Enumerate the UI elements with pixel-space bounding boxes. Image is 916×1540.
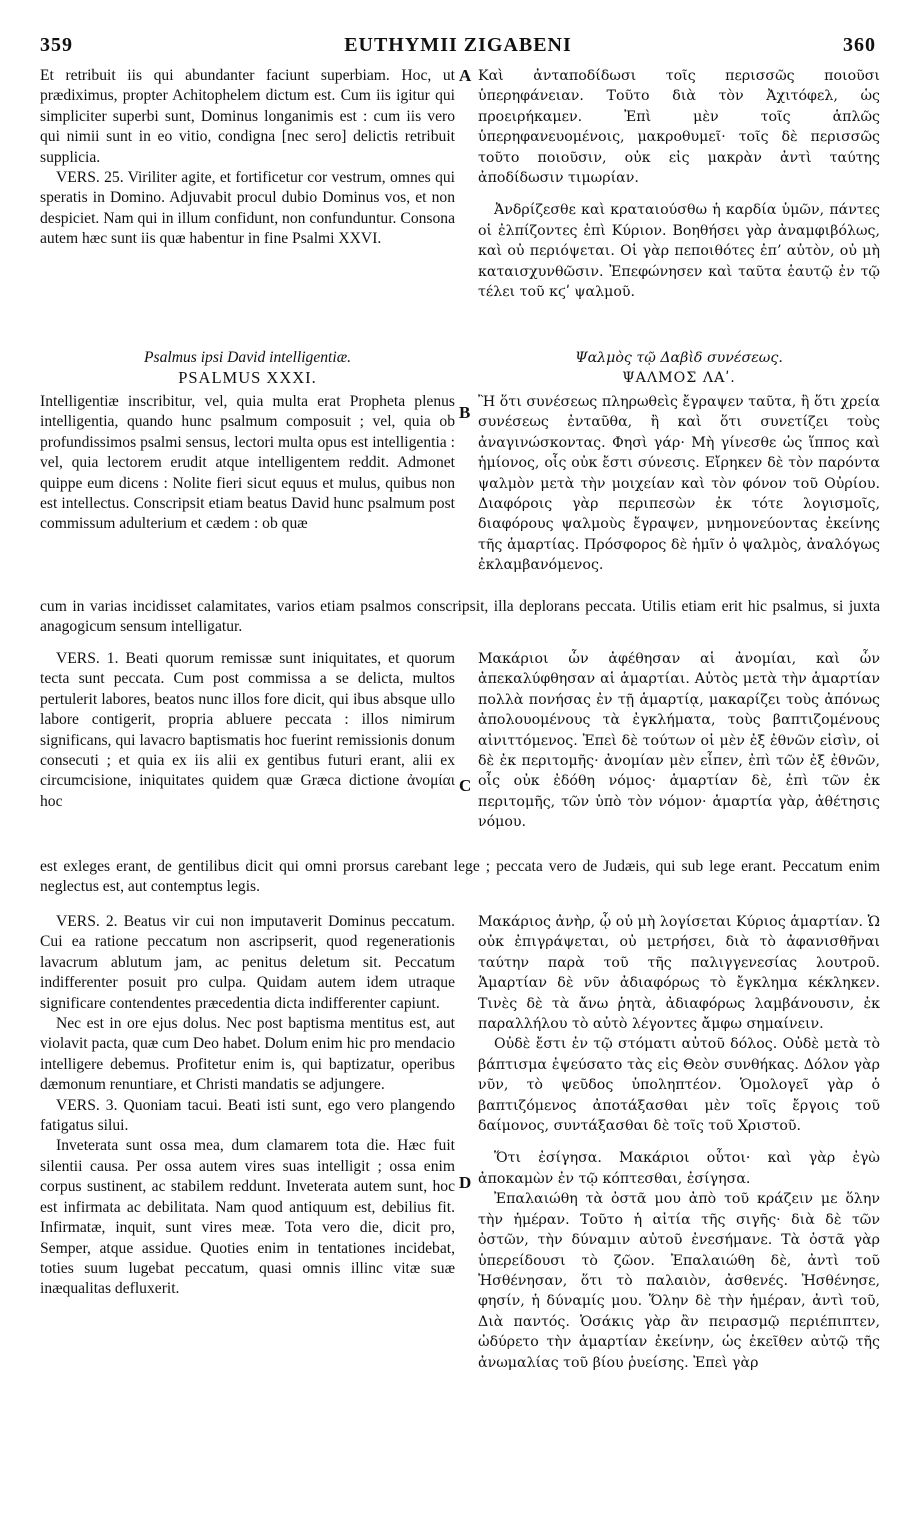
greek-psalm-subtitle: Ψαλμὸς τῷ Δαβὶδ συνέσεως. [575, 350, 783, 366]
page-header [40, 34, 876, 60]
latin-section-1 [40, 66, 455, 250]
greek-section-4 [478, 912, 880, 1373]
greek-paragraph: Μακάριος ἀνὴρ, ᾧ οὐ μὴ λογίσεται Κύριος ἁμαρτίαν. Ὡ οὐκ ἐπιγράψεται, οὐ μετρήσει, διὰ τὸ ἀφανισθῆναι ταύτην παρὰ τοῦ τῆς παλιγγενεσίας λουτροῦ. Ἁμαρτίαν δὲ νῦν ἀδιαφόρως τὸ ἔγκλημα κέκληκεν. Τινὲς δὲ τὰ ἄνω ῥητὰ, ἀδιαφόρως λαμβάνουσιν, ἐκ παραλλήλου τὸ αὐτὸ λέγοντες ἄμφω σημαίνειν. [478, 914, 880, 1033]
latin-paragraph: Nec est in ore ejus dolus. Nec post baptisma mentitus est, aut violavit pacta, quæ cum Deo habet. Dolum enim hic pro mendacio intelligere debemus. Profitetur enim is, qui baptizatur, operibus dæmonum renuntiare, et Christi mandatis se adjungere. [40, 1015, 455, 1094]
latin-section-3 [40, 649, 455, 812]
greek-section-1 [478, 66, 880, 302]
margin-letter-d: D [459, 1173, 472, 1192]
running-title: EUTHYMII ZIGABENI [344, 34, 572, 56]
greek-paragraph: Ὅτι ἐσίγησα. Μακάριοι οὗτοι· καὶ γὰρ ἐγὼ ἀποκαμὼν ἐν τῷ κόπτεσθαι, ἐσίγησα. [478, 1150, 880, 1187]
full-width-passage-2 [40, 857, 880, 898]
greek-section-3 [478, 649, 880, 833]
greek-paragraph: Ἀνδρίζεσθε καὶ κραταιούσθω ἡ καρδία ὑμῶν, πάντες οἱ ἐλπίζοντες ἐπὶ Κύριον. Βοηθήσει γὰρ ἀναμφιβόλως, καὶ οὐ περιόψεται. Οἱ γὰρ πεποιθότες ἐπ’ αὐτὸν, οὐ μὴ καταισχυνθῶσιν. Ἐπεφώνησεν καὶ ταῦτα ἑαυτῷ ἐν τῷ τέλει τοῦ κϛʹ ψαλμοῦ. [478, 202, 880, 301]
greek-section-2 [478, 392, 880, 576]
greek-psalm-title: ΨΑΛΜΟΣ ΛΑʹ. [622, 370, 736, 387]
latin-paragraph: est exleges erant, de gentilibus dicit qui omni prorsus carebant lege ; peccata vero de Judæis, qui sub lege erant. Peccatum enim neglectus est, aut contemptus legis. [40, 858, 880, 896]
margin-letter-b: B [459, 403, 471, 422]
latin-section-2 [40, 392, 455, 535]
full-width-passage-1 [40, 597, 880, 638]
greek-paragraph: Οὐδὲ ἔστι ἐν τῷ στόματι αὐτοῦ δόλος. Οὐδὲ μετὰ τὸ βάπτισμα ἐψεύσατο τὰς εἰς Θεὸν συνθήκας. Δόλον γὰρ νῦν, τὸ ψεῦδος ὑποληπτέον. Ὁμολογεῖ γὰρ ὁ βαπτιζόμενος ἀποτάξασθαι μὲν τοῖς ἔργοις τοῦ δαίμονος, συντάξασθαι δὲ τοῖς τοῦ Χριστοῦ. [478, 1036, 880, 1135]
latin-psalm-subtitle: Psalmus ipsi David intelligentiæ. [143, 349, 352, 366]
latin-paragraph: Inveterata sunt ossa mea, dum clamarem tota die. Hæc fuit silentii causa. Per ossa autem vires suas intelligit ; ossa enim corpus sustinent, ac stabilem reddunt. Inveterata autem sunt, hoc est infirmata ac debilitata. Nam quod antiquum est, debilius fit. Infirmatæ, inquit, sunt vires meæ. Tota vero die, dicit pro, Semper, atque assidue. Quoties enim in tentationes incidebat, toties suum lugebat peccatum, quasi omnis illinc vitæ suæ inæqualitas defluxerit. [40, 1137, 455, 1298]
latin-psalm-heading [40, 348, 455, 389]
greek-paragraph: Ἐπαλαιώθη τὰ ὀστᾶ μου ἀπὸ τοῦ κράζειν με ὅλην τὴν ἡμέραν. Τοῦτο ἡ αἰτία τῆς σιγῆς· διὰ δὲ τῶν ὀστῶν, τὴν δύναμιν αὐτοῦ ἐνεσήμανε. Τὰ ὀστᾶ γὰρ ὑπερείδουσι τὸ ζῶον. Ἐπαλαιώθη δὲ, ἀντὶ τοῦ Ἠσθένησαν, ὅτι τὸ παλαιὸν, ἀσθενές. Ἠσθένησε, φησίν, ἡ δύναμίς μου. Ὅλην δὲ τὴν ἡμέραν, ἀντὶ τοῦ, Διὰ παντός. Ὁσάκις γὰρ ἂν πειρασμῷ περιέπιπτεν, ὠδύρετο τὴν ἁμαρτίαν ἐκείνην, ὡς ἐκεῖθεν αὐτῷ τῆς ἀνωμαλίας τοῦ βίου ῥυείσης. Ἐπεὶ γὰρ [478, 1191, 880, 1371]
left-page-number: 359 [40, 34, 73, 56]
latin-paragraph: cum in varias incidisset calamitates, varios etiam psalmos conscripsit, illa deplorans peccata. Utilis etiam erit hic psalmus, si juxta anagogicum sensum intelligatur. [40, 598, 880, 636]
greek-paragraph: Καὶ ἀνταποδίδωσι τοῖς περισσῶς ποιοῦσι ὑπερηφάνειαν. Τοῦτο διὰ τὸν Ἀχιτόφελ, ὡς προειρήκαμεν. Ἐπὶ μὲν τοῖς ἁπλῶς ὑπερηφανευομένοις, μακροθυμεῖ· τοῖς δὲ περισσῶς τοῦτο ποιοῦσιν, οὐκ εἰς μακρὰν ἀντὶ ταύτης ἀποδίδωσιν τιμωρίαν. [478, 68, 880, 187]
latin-paragraph: VERS. 25. Viriliter agite, et fortificetur cor vestrum, omnes qui speratis in Domino. Adjuvabit procul dubio Dominus vos, et non despiciet. Nam qui in illum confidunt, non confunduntur. Consona autem hæc sunt iis quæ habentur in fine Psalmi XXVI. [40, 169, 455, 248]
latin-psalm-title: PSALMUS XXXI. [178, 368, 317, 388]
latin-paragraph: VERS. 2. Beatus vir cui non imputaverit Dominus peccatum. Cui ea ratione peccatum non ascripserit, quod regenerationis lavacrum ablutum jam, ac penitus deletum sit. Peccatum indifferenter posuit pro culpa. Quidam autem idem utraque significare contendentes præcedentia dicta indifferenter capiunt. [40, 913, 455, 1012]
latin-paragraph: Intelligentiæ inscribitur, vel, quia multa erat Propheta plenus intelligentia, quando hunc psalmum composuit ; vel, quia ob profundissimos psalmi sensus, lectori multa opus est intelligentia : vel, quia lectorem erudit atque intelligentem reddit. Admonet quippe eum dicens : Nolite fieri sicut equus et mulus, quibus non est intellectus. Conscripsit etiam beatus David hunc psalmum post commissum adulterium et cædem : ob quæ [40, 393, 455, 533]
greek-psalm-heading [478, 348, 880, 389]
latin-paragraph: VERS. 3. Quoniam tacui. Beati isti sunt, ego vero plangendo fatigatus silui. [40, 1096, 455, 1135]
margin-letter-a: A [459, 66, 472, 85]
latin-section-4 [40, 912, 455, 1300]
greek-paragraph: Μακάριοι ὧν ἀφέθησαν αἱ ἀνομίαι, καὶ ὧν ἀπεκαλύφθησαν αἱ ἁμαρτίαι. Αὐτὸς μετὰ τὴν ἁμαρτίαν πολλὰ πονήσας ἐν τῇ ἁμαρτίᾳ, μακαρίζει τοὺς ἀπόνως ἀπολουομένους τὰ ἐγκλήματα, τοὺς βαπτιζομένους αἰνιττόμενος. Ἐπεὶ δὲ τούτων οἱ μὲν ἐξ ἐθνῶν εἰσὶν, οἱ δὲ ἐκ περιτομῆς· ἀνομίαν μὲν εἶπεν, ἐπὶ τῶν ἐξ ἐθνῶν, οἷς οὐκ ἐδόθη νόμος· ἁμαρτίαν δὲ, ἐπὶ τῶν ἐκ περιτομῆς, τῶν ὑπὸ τὸν νόμον· ἁμαρτία γὰρ, ἀθέτησις νόμου. [478, 651, 880, 831]
greek-paragraph: Ἢ ὅτι συνέσεως πληρωθεὶς ἔγραψεν ταῦτα, ἢ ὅτι χρεία συνέσεως ἐνταῦθα, ἢ καὶ ὅτι συνετίζει τοὺς ἀναγινώσκοντας. Φησὶ γάρ· Μὴ γίνεσθε ὡς ἵππος καὶ ἡμίονος, οἷς οὐκ ἔστι σύνεσις. Εἴρηκεν δὲ τὸν παρόντα ψαλμὸν μετὰ τὴν μοιχείαν καὶ τὸν φόνον τοῦ Οὐρίου. Διαφόροις γὰρ περιπεσὼν ἐκ τότε λογισμοῖς, διαφόρους ψαλμοὺς ἔγραψεν, μνημονεύοντας ἐκείνης τῆς ἁμαρτίας. Πρόσφορος δὲ ἡμῖν ὁ ψαλμὸς, ἀναλόγως ἐκλαμβανόμενος. [478, 394, 880, 574]
latin-paragraph: VERS. 1. Beati quorum remissæ sunt iniquitates, et quorum tecta sunt peccata. Cum post commissa a se delicta, multos pertulerit labores, beatos nunc illos fore dicit, qui ibus absque ullo labore contigerit, propria abluere peccata : illos nimirum significans, qui lavacro baptismatis hoc fuerint remissionis donum consecuti ; et quia ex iis alii ex gentibus futuri erant, alii ex circumcisione, iniquitates quidem quæ Græca dictione ἀνομίαι hoc [40, 650, 455, 810]
right-page-number: 360 [843, 34, 876, 56]
margin-letter-c: C [459, 776, 472, 795]
latin-paragraph: Et retribuit iis qui abundanter faciunt superbiam. Hoc, ut prædiximus, propter Achitophelem dictum est. Cum iis igitur qui simpliciter superbi sunt, Dominus longanimis est : cum iis vero qui nimii sunt in eo vitio, condigna [nec sero] delictis retribuit supplicia. [40, 67, 455, 166]
